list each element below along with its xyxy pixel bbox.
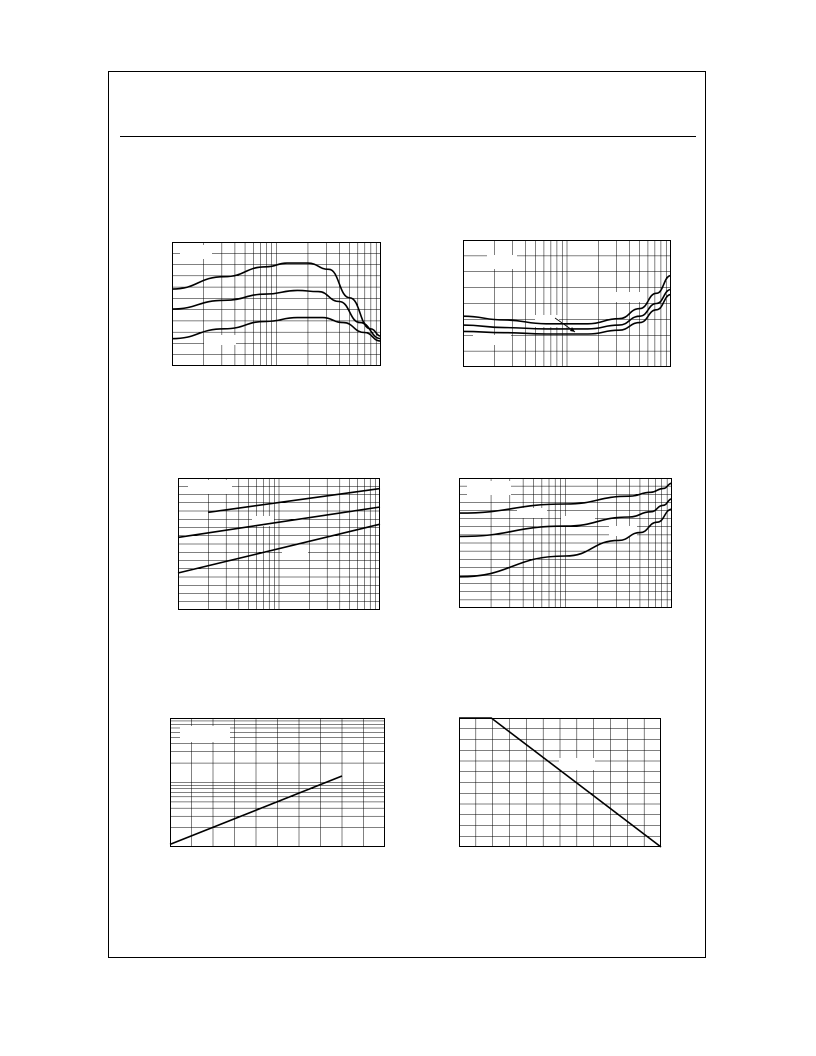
label-area [180, 245, 212, 259]
series-line-1 [208, 489, 380, 513]
chart-2 [463, 240, 671, 367]
label-area [180, 726, 230, 742]
label-area [188, 480, 232, 494]
chart-5 [170, 718, 385, 847]
chart-3 [178, 478, 380, 610]
label-area [535, 315, 559, 327]
header-rule [120, 136, 696, 137]
label-area [473, 335, 511, 345]
gridlines [459, 478, 672, 608]
label-area [487, 255, 517, 269]
gridlines [178, 478, 380, 610]
gridlines [172, 242, 381, 366]
label-area [467, 481, 511, 495]
chart-6 [459, 718, 661, 847]
chart-4 [459, 478, 672, 608]
label-area [517, 508, 547, 518]
label-area [559, 758, 595, 770]
label-area [611, 292, 647, 302]
gridlines [459, 718, 661, 847]
label-area [561, 516, 595, 526]
label-area [204, 335, 236, 345]
chart-1 [172, 242, 381, 366]
